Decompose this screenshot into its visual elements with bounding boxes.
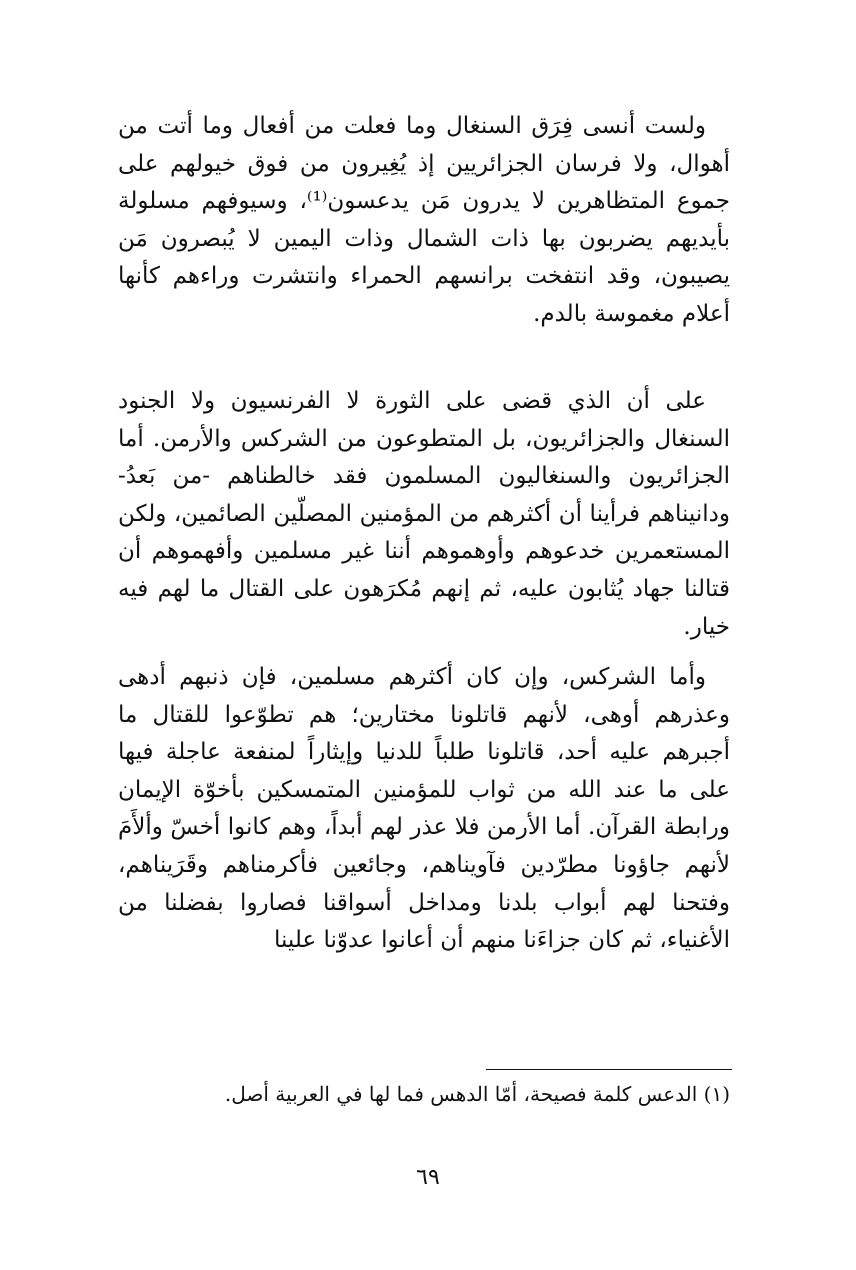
paragraph-1-text: ولست أنسى فِرَق السنغال وما فعلت من أفعال وما أتت من أهوال، ولا فرسان الجزائريين إذ يُغِيرون من فوق خيولهم على جموع المتظاهرين لا يدرون مَن يدعسون⁽¹⁾، وسيوفهم مسلولة بأيديهم يضربون بها ذات الشمال وذات اليمين لا يُبصرون مَن يصيبون، وقد انتفخت برانسهم الحمراء وانتشرت وراءهم كأنها أعلام مغموسة بالدم. (118, 113, 730, 327)
footnote: (١) الدعس كلمة فصيحة، أمّا الدهس فما لها في العربية أصل. (224, 1082, 730, 1106)
paragraph-2-text: على أن الذي قضى على الثورة لا الفرنسيون ولا الجنود السنغال والجزائريون، بل المتطوعون من الشركس والأرمن. أما الجزائريون والسنغاليون المسلمون فقد خالطناهم -من بَعدُ- ودانيناهم فرأينا أن أكثرهم من المؤمنين المصلّين الصائمين، ولكن المستعمرين خدعوهم وأوهموهم أننا غير مسلمين وأفهموهم أن قتالنا جهاد يُثابون عليه، ثم إنهم مُكرَهون على القتال ما لهم فيه خيار. (118, 388, 730, 640)
footnote-divider (486, 1069, 732, 1070)
paragraph-3-text: وأما الشركس، وإن كان أكثرهم مسلمين، فإن ذنبهم أدهى وعذرهم أوهى، لأنهم قاتلونا مختارين؛ هم تطوّعوا للقتال ما أجبرهم عليه أحد، قاتلونا طلباً للدنيا وإيثاراً لمنفعة عاجلة فيها على ما عند الله من ثواب للمؤمنين المتمسكين بأخوّة الإيمان ورابطة القرآن. أما الأرمن فلا عذر لهم أبداً، وهم كانوا أخسّ وألأَمَ لأنهم جاؤونا مطرّدين فآويناهم، وجائعين فأكرمناهم وقَرَيناهم، وفتحنا لهم أبواب بلدنا ومداخل أسواقنا فصاروا بفضلنا من الأغنياء، ثم كان جزاءَنا منهم أن أعانوا عدوّنا علينا (118, 664, 730, 954)
page-number: ٦٩ (416, 1165, 440, 1190)
paragraph-1 (118, 108, 730, 334)
paragraph-3 (118, 659, 730, 960)
paragraph-2 (118, 383, 730, 646)
